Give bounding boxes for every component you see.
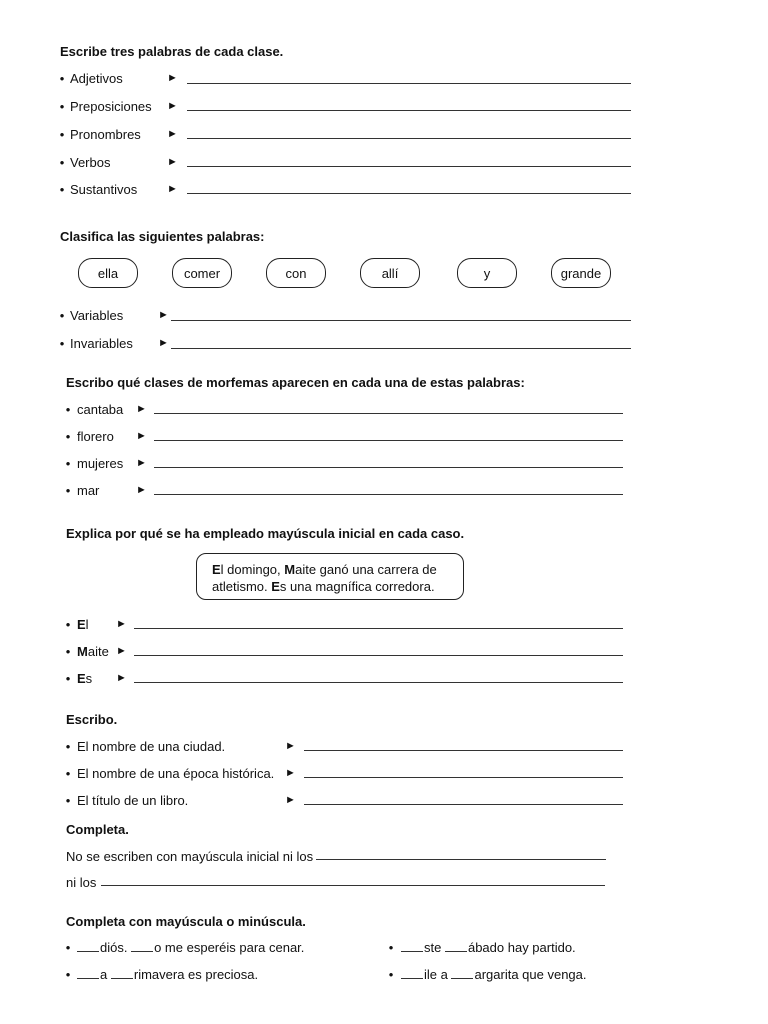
label-ciudad: El nombre de una ciudad. [77,739,226,754]
bullet: • [59,71,65,86]
capital-letter: M [284,562,296,577]
bullet: • [59,308,65,323]
blank-line[interactable] [401,967,423,979]
answer-line-el[interactable] [134,628,623,629]
section-heading-completa: Completa. [66,822,129,837]
answer-line-florero[interactable] [154,440,623,441]
word-chip-comer: comer [172,258,232,288]
example-line-1: El domingo, Maite ganó una carrera de [212,562,437,577]
bullet: • [65,793,71,808]
label-sustantivos: Sustantivos [70,182,138,197]
bullet: • [59,99,65,114]
section-heading-adjectives: Escribe tres palabras de cada clase. [60,44,284,59]
bullet: • [59,155,65,170]
blank-line[interactable] [111,967,133,979]
blank-line[interactable] [77,967,99,979]
word-chip-alli: allí [360,258,420,288]
label-variables: Variables [70,308,124,323]
label-cantaba: cantaba [77,402,124,417]
capital-letter: E [212,562,221,577]
answer-line-pronombres[interactable] [187,138,631,139]
section-heading-classify: Clasifica las siguientes palabras: [60,229,265,244]
arrow-icon: ► [167,128,178,140]
label-verbos: Verbos [70,155,111,170]
arrow-icon: ► [285,767,296,779]
arrow-icon: ► [285,740,296,752]
blank-line[interactable] [131,940,153,952]
bullet: • [65,940,71,955]
bullet: • [59,336,65,351]
answer-line-variables[interactable] [171,320,631,321]
label-mar: mar [77,483,100,498]
section-heading-morphemes: Escribo qué clases de morfemas aparecen en cada una de estas palabras: [66,375,525,390]
label-pronombres: Pronombres [70,127,141,142]
arrow-icon: ► [158,309,169,321]
blank-line[interactable] [77,940,99,952]
arrow-icon: ► [116,645,127,657]
arrow-icon: ► [158,337,169,349]
answer-line-preposiciones[interactable] [187,110,631,111]
answer-line-libro[interactable] [304,804,623,805]
arrow-icon: ► [167,183,178,195]
arrow-icon: ► [285,794,296,806]
answer-line-es[interactable] [134,682,623,683]
bullet: • [388,967,394,982]
arrow-icon: ► [167,100,178,112]
bullet: • [65,617,71,632]
word-chip-grande: grande [551,258,611,288]
example-line-2: atletismo. Es una magnífica corredora. [212,579,435,594]
arrow-icon: ► [136,430,147,442]
blank-line[interactable] [451,967,473,979]
label-maite: Maite [77,644,109,659]
answer-line-cantaba[interactable] [154,413,623,414]
bullet: • [65,739,71,754]
bullet: • [65,766,71,781]
example-text-box [196,553,464,600]
bullet: • [65,429,71,444]
bullet: • [65,456,71,471]
answer-line-mujeres[interactable] [154,467,623,468]
bullet: • [59,127,65,142]
bullet: • [65,671,71,686]
capital-letter: E [271,579,280,594]
label-es: Es [77,671,93,686]
label-florero: florero [77,429,114,444]
answer-line-adjetivos[interactable] [187,83,631,84]
answer-line-verbos[interactable] [187,166,631,167]
arrow-icon: ► [136,403,147,415]
section-heading-capitals: Explica por qué se ha empleado mayúscula inicial en cada caso. [66,526,465,541]
blank-line[interactable] [401,940,423,952]
arrow-icon: ► [136,457,147,469]
arrow-icon: ► [116,672,127,684]
fill-item-right-1: ste ábado hay partido. [401,940,576,955]
fill-item-right-2: ile a argarita que venga. [401,967,587,982]
label-preposiciones: Preposiciones [70,99,152,114]
bullet: • [65,644,71,659]
answer-line-sustantivos[interactable] [187,193,631,194]
answer-line-ciudad[interactable] [304,750,623,751]
sentence-line-1: No se escriben con mayúscula inicial ni los [66,849,314,864]
word-chip-y: y [457,258,517,288]
section-heading-mayuscula: Completa con mayúscula o minúscula. [66,914,306,929]
label-mujeres: mujeres [77,456,124,471]
word-chip-con: con [266,258,326,288]
arrow-icon: ► [167,156,178,168]
bullet: • [59,182,65,197]
answer-line-completa-2[interactable] [101,885,605,886]
label-invariables: Invariables [70,336,133,351]
label-el: El [77,617,89,632]
arrow-icon: ► [116,618,127,630]
bullet: • [388,940,394,955]
answer-line-completa-1[interactable] [316,859,606,860]
label-epoca: El nombre de una época histórica. [77,766,275,781]
sentence-line-2: ni los [66,875,97,890]
arrow-icon: ► [136,484,147,496]
section-heading-escribo: Escribo. [66,712,118,727]
answer-line-invariables[interactable] [171,348,631,349]
answer-line-epoca[interactable] [304,777,623,778]
arrow-icon: ► [167,72,178,84]
label-adjetivos: Adjetivos [70,71,123,86]
fill-item-left-2: a rimavera es preciosa. [77,967,258,982]
word-chip-ella: ella [78,258,138,288]
blank-line[interactable] [445,940,467,952]
bullet: • [65,483,71,498]
answer-line-maite[interactable] [134,655,623,656]
bullet: • [65,967,71,982]
answer-line-mar[interactable] [154,494,623,495]
bullet: • [65,402,71,417]
fill-item-left-1: diós. o me esperéis para cenar. [77,940,304,955]
label-libro: El título de un libro. [77,793,189,808]
